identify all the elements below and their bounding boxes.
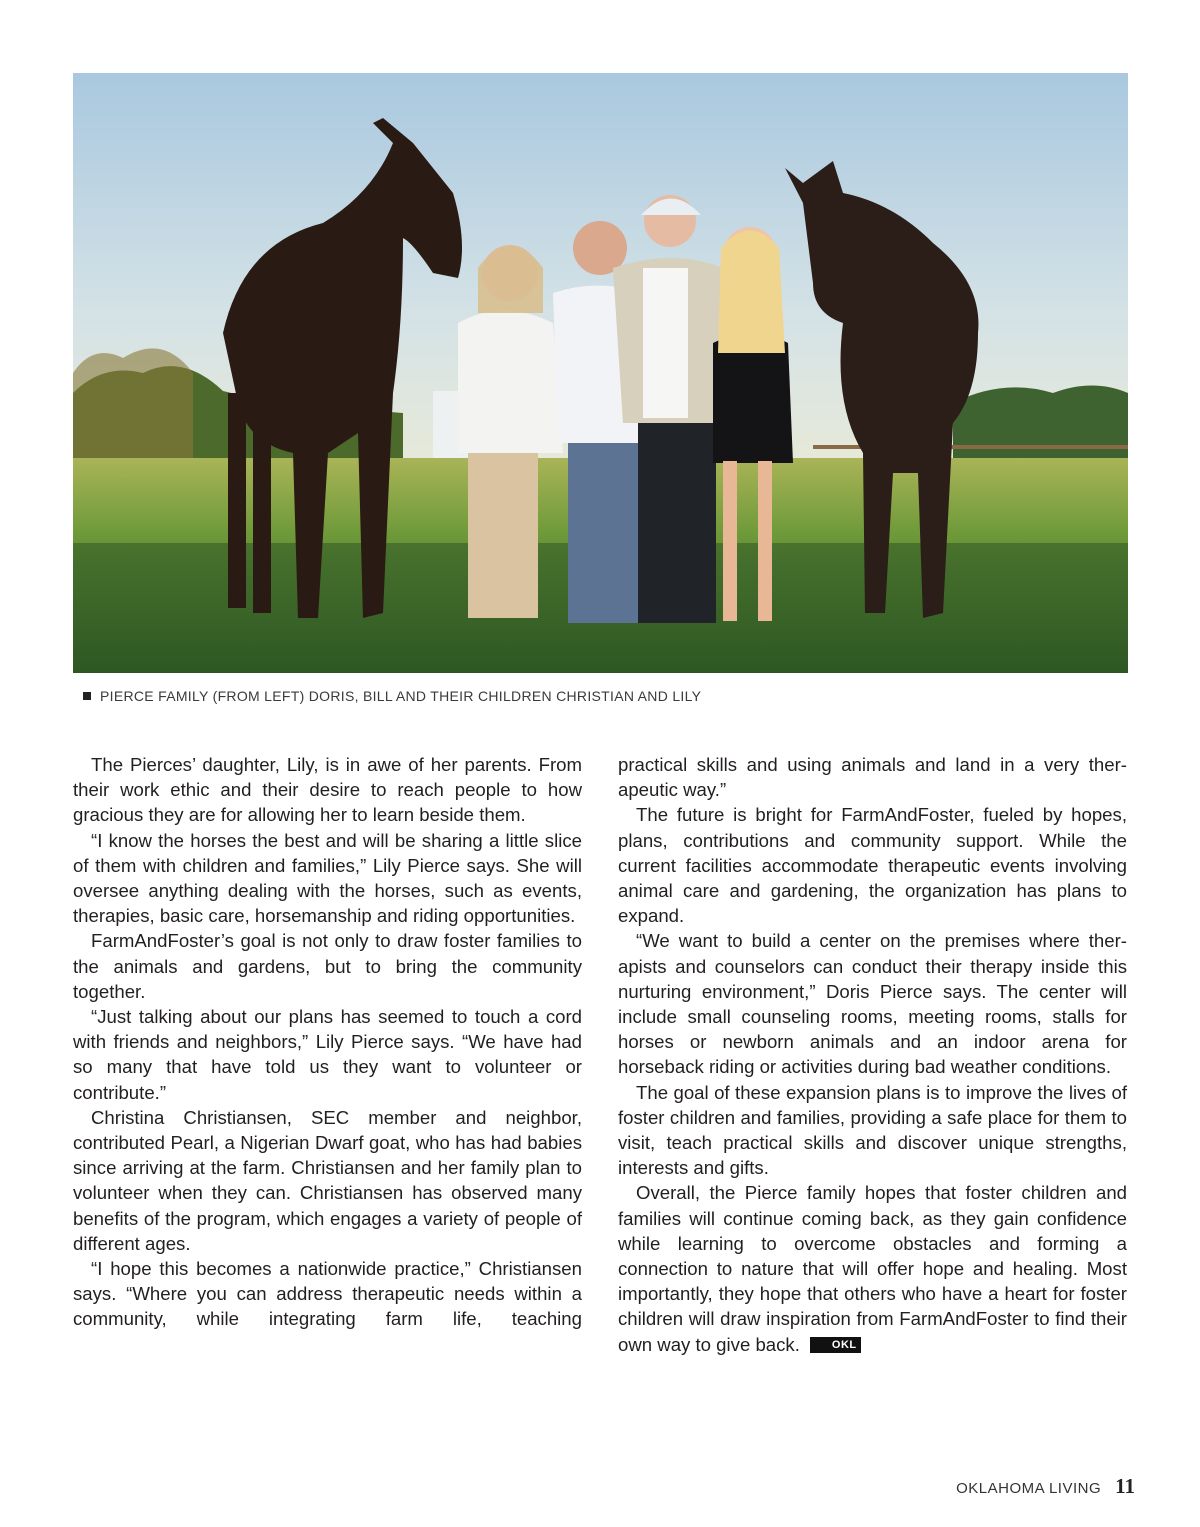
paragraph: “I know the horses the best and will be sharing a little slice of them with children and families,” Lily Pierce says. She will oversee anything dealing with the horses, such as events, therapies, basic care, horsemanship and riding opportunities. xyxy=(73,829,582,927)
final-paragraph-text: Overall, the Pierce family hopes that foster children and families will continue coming back, as they gain confidence while learning to overcome obstacles and forming a connection to nature that will offer hope and healing. Most importantly, they hope that others who have a heart for foster children will draw inspiration from FarmAndFoster to find their own way to give back. xyxy=(618,1182,1127,1355)
caption-text: PIERCE FAMILY (FROM LEFT) DORIS, BILL AND THEIR CHILDREN CHRISTIAN AND LILY xyxy=(100,688,702,704)
paragraph: The Pierces’ daughter, Lily, is in awe of her parents. From their work ethic and their desire to reach people to how gracious they are for allowing her to learn beside them. xyxy=(73,754,582,826)
paragraph: “We want to build a center on the premises where therapists and counselors can conduct their therapy inside this nurturing environment,” Doris Pierce says. The center will include small counseling rooms, meeting rooms, stalls for horses or newborn animals and an indoor arena for horseback riding or activities during bad weather conditions. xyxy=(618,930,1127,1078)
left-column xyxy=(73,752,582,1332)
photo-caption xyxy=(83,688,1123,704)
right-column xyxy=(618,752,1127,1357)
magazine-name: OKLAHOMA LIVING xyxy=(956,1480,1102,1497)
paragraph: “I hope this becomes a nationwide practice,” Christiansen says. “Where you can address therapeutic needs within a community, while integrating farm life, teaching xyxy=(73,1258,582,1330)
paragraph-continuation: practical skills and using animals and land in a very therapeutic way.” xyxy=(618,754,1127,801)
family-photo xyxy=(73,73,1128,673)
paragraph: FarmAndFoster’s goal is not only to draw foster families to the animals and gardens, but to bring the community together. xyxy=(73,930,582,1002)
page-footer xyxy=(956,1474,1135,1499)
photo-illustration xyxy=(73,73,1128,673)
paragraph-final xyxy=(618,1180,1127,1356)
caption-bullet-icon xyxy=(83,692,91,700)
end-mark-badge: OKL xyxy=(810,1337,861,1353)
page-number: 11 xyxy=(1115,1474,1135,1498)
paragraph: Christina Christiansen, SEC member and neighbor, contributed Pearl, a Nigerian Dwarf goat, who has had babies since arriving at the farm. Christiansen and her family plan to volunteer when they can. Christiansen has observed many benefits of the program, which engages a variety of people of different ages. xyxy=(73,1106,582,1254)
paragraph: The future is bright for FarmAndFoster, fueled by hopes, plans, contributions and community support. While the current facilities accommodate therapeutic events involving animal care and gardening, the organization has plans to expand. xyxy=(618,804,1127,927)
paragraph: “Just talking about our plans has seemed to touch a cord with friends and neighbors,” Lily Pierce says. “We have had so many that have told us they want to volunteer or contribute.” xyxy=(73,1006,582,1103)
paragraph: The goal of these expansion plans is to improve the lives of foster children and families, providing a safe place for them to visit, teach practical skills and discover unique strengths, interests and gifts. xyxy=(618,1081,1127,1179)
